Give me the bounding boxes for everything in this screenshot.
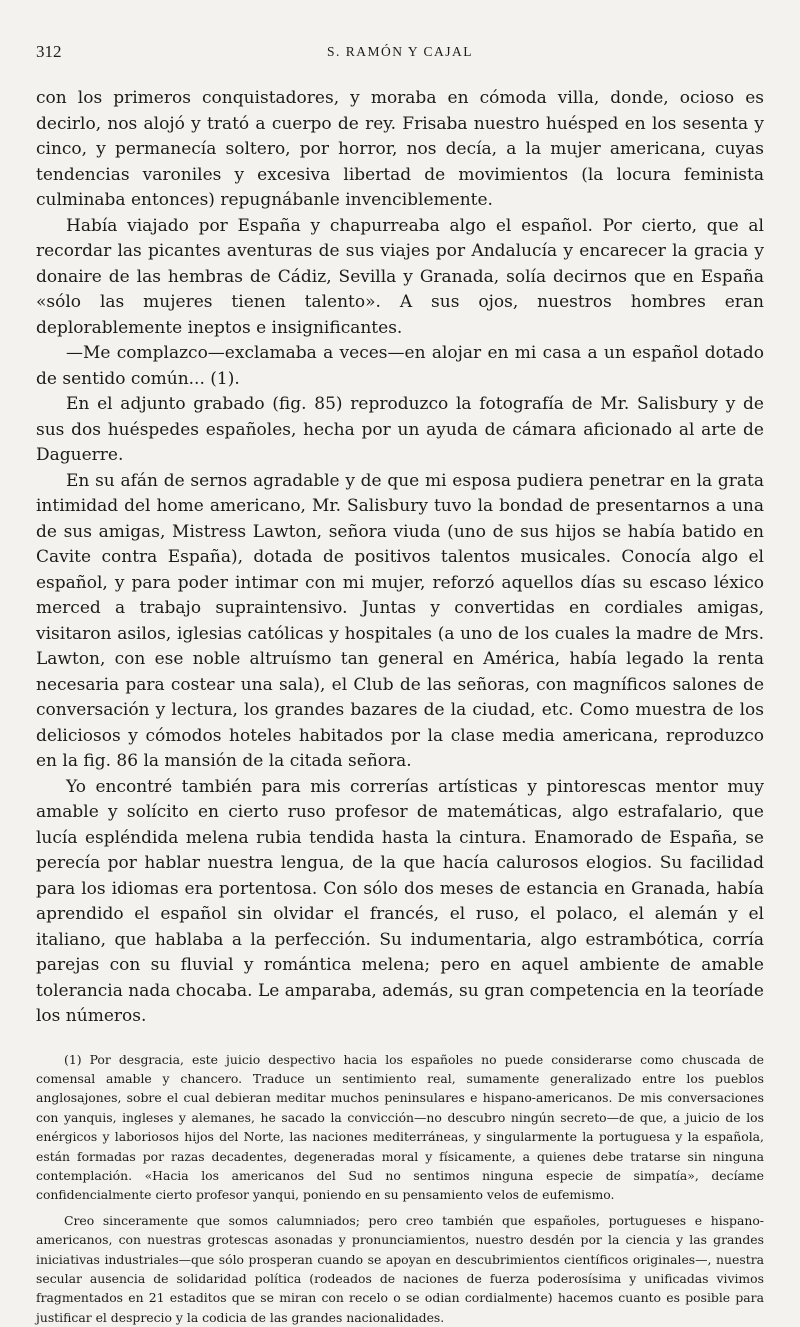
page-number: 312: [36, 42, 62, 62]
paragraph: En el adjunto grabado (fig. 85) reproduzco la fotografía de Mr. Salisbury y de sus dos huéspedes españoles, hecha por un ayuda de cámara aficionado al arte de Daguerre.: [36, 392, 764, 469]
paragraph: Yo encontré también para mis correrías artísticas y pintorescas mentor muy amable y solícito en cierto ruso profesor de matemáticas, algo estrafalario, que lucía espléndida melena rubia tendida hasta la cintura. Enamorado de España, se perecía por hablar nuestra lengua, de la que hacía calurosos elogios. Su facilidad para los idiomas era portentosa. Con sólo dos meses de estancia en Granada, había aprendido el español sin olvidar el francés, el ruso, el polaco, el alemán y el italiano, que hablaba a la perfección. Su indumentaria, algo estrambótica, corría parejas con su fluvial y romántica melena; pero en aquel ambiente de amable tolerancia nada chocaba. Le amparaba, además, su gran competencia en la teoríade los números.: [36, 775, 764, 1030]
footnote: (1) Por desgracia, este juicio despectivo hacia los españoles no puede considerarse como chuscada de comensal amable y chancero. Traduce un sentimiento real, sumamente generalizado entre los pueblos anglosajones, sobre el cual debieran meditar muchos peninsulares e hispano-americanos. De mis conversaciones con yanquis, ingleses y alemanes, he sacado la convicción—no descubro ningún secreto—de que, a juicio de los enérgicos y laboriosos hijos del Norte, las naciones mediterráneas, y singularmente la portuguesa y la española, están formadas por razas decadentes, degeneradas moral y físicamente, a quienes debe tratarse sin ninguna contemplación. «Hacia los americanos del Sud no sentimos ninguna especie de simpatía», decíame confidencialmente cierto profesor yanqui, poniendo en su pensamiento velos de eufemismo.: [36, 1050, 764, 1205]
running-title: S. RAMÓN Y CAJAL: [36, 44, 764, 60]
body-text: [36, 86, 764, 1030]
footnotes: [36, 1050, 764, 1327]
paragraph: —Me complazco—exclamaba a veces—en alojar en mi casa a un español dotado de sentido común... (1).: [36, 341, 764, 392]
paragraph: Había viajado por España y chapurreaba algo el español. Por cierto, que al recordar las picantes aventuras de sus viajes por Andalucía y encarecer la gracia y donaire de las hembras de Cádiz, Sevilla y Granada, solía decirnos que en España «sólo las mujeres tienen talento». A sus ojos, nuestros hombres eran deplorablemente ineptos e insignificantes.: [36, 214, 764, 342]
paragraph: con los primeros conquistadores, y moraba en cómoda villa, donde, ocioso es decirlo, nos alojó y trató a cuerpo de rey. Frisaba nuestro huésped en los sesenta y cinco, y permanecía soltero, por horror, nos decía, a la mujer americana, cuyas tendencias varoniles y excesiva libertad de movimientos (la locura feminista culminaba entonces) repugnábanle invenciblemente.: [36, 86, 764, 214]
running-head: [36, 34, 764, 64]
footnote-continuation: Creo sinceramente que somos calumniados; pero creo también que españoles, portugueses e hispano-americanos, con nuestras grotescas asonadas y pronunciamientos, nuestro desdén por la ciencia y las grandes iniciativas industriales—que sólo prosperan cuando se apoyan en descubrimientos científicos originales—, nuestra secular ausencia de solidaridad política (rodeados de naciones de fuerza poderosísima y unificadas vivimos fragmentados en 21 estaditos que se miran con recelo o se odian cordialmente) hacemos cuanto es posible para justificar el desprecio y la codicia de las grandes nacionalidades.: [36, 1211, 764, 1327]
paragraph: En su afán de sernos agradable y de que mi esposa pudiera penetrar en la grata intimidad del home americano, Mr. Salisbury tuvo la bondad de presentarnos a una de sus amigas, Mistress Lawton, señora viuda (uno de sus hijos se había batido en Cavite contra España), dotada de positivos talentos musicales. Conocía algo el español, y para poder intimar con mi mujer, reforzó aquellos días su escaso léxico merced a trabajo supraintensivo. Juntas y convertidas en cordiales amigas, visitaron asilos, iglesias católicas y hospitales (a uno de los cuales la madre de Mrs. Lawton, con ese noble altruísmo tan general en América, había legado la renta necesaria para costear una sala), el Club de las señoras, con magníficos salones de conversación y lectura, los grandes bazares de la ciudad, etc. Como muestra de los deliciosos y cómodos hoteles habitados por la clase media americana, reproduzco en la fig. 86 la mansión de la citada señora.: [36, 469, 764, 775]
